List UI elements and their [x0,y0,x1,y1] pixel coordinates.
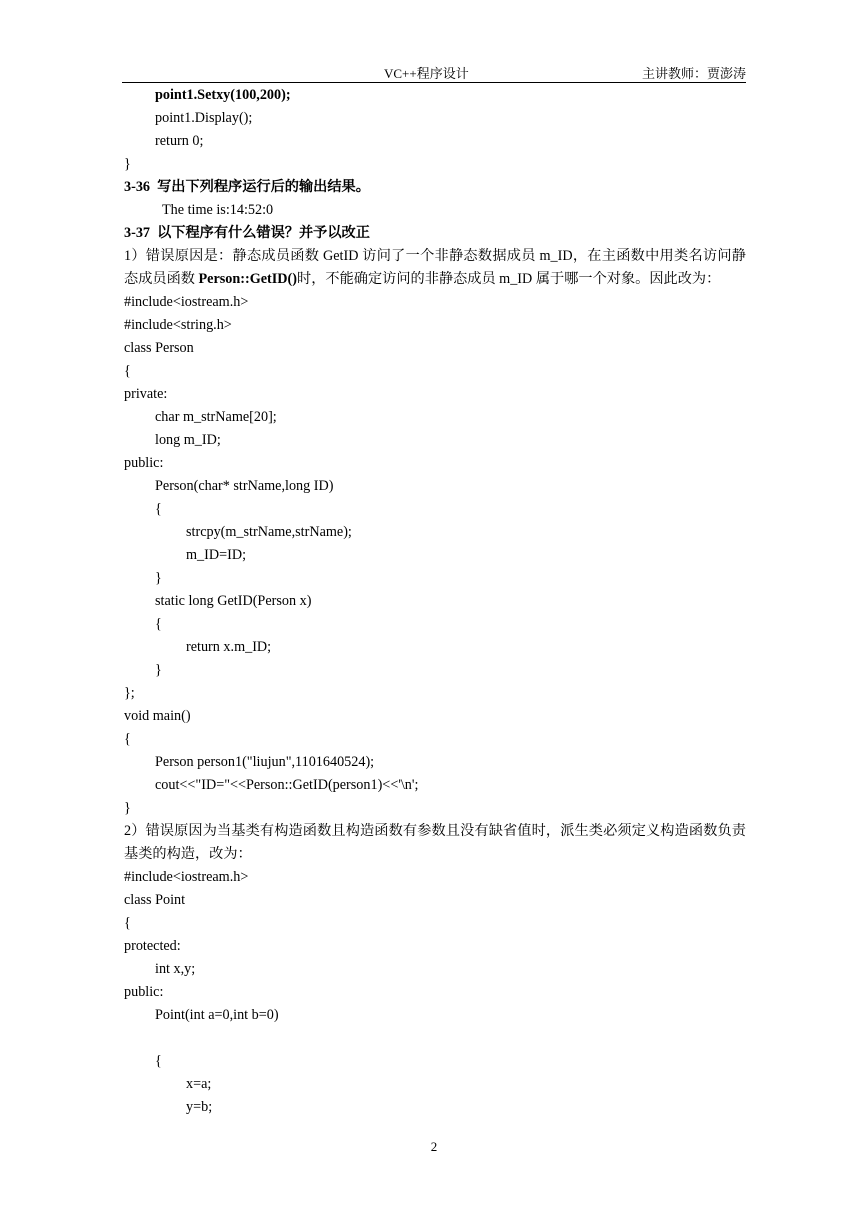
course-title: VC++程序设计 [384,66,469,81]
code-line: point1.Setxy(100,200); [155,87,291,103]
code-line: { [155,1053,162,1069]
explanation-paragraph-2: 2）错误原因为当基类有构造函数且构造函数有参数且没有缺省值时，派生类必须定义构造函数负责基类的构造，改为： [124,823,746,862]
code-line: Person person1("liujun",1101640524); [155,754,375,770]
code-line: return 0; [155,133,204,149]
code-line: y=b; [186,1099,213,1115]
code-line: { [124,731,131,747]
code-line: class Point [124,892,186,908]
code-line: private: [124,386,168,402]
code-line: Person(char* strName,long ID) [155,478,334,494]
code-line: } [155,570,162,586]
paragraph-text: 时，不能确定访问的非静态成员 m_ID 属于哪一个对象。因此改为： [297,271,721,287]
code-line: } [124,800,131,816]
function-reference: Person::GetID() [198,271,297,287]
code-line: { [124,915,131,931]
blank-line [124,1027,746,1050]
code-line: #include<string.h> [124,317,232,333]
code-line: #include<iostream.h> [124,869,249,885]
code-line: cout<<"ID="<<Person::GetID(person1)<<'\n'; [155,777,419,793]
code-line: { [155,501,162,517]
document-body [124,84,746,1119]
paragraph-text: 1）错误原因是：静态成员函数 GetID 访问了一个非静态数据成员 m_ID，在主函数中用类名访问静态成员函数 [124,248,746,287]
code-line: Point(int a=0,int b=0) [155,1007,279,1023]
page-header [122,62,746,83]
code-line: } [155,662,162,678]
teacher-name: 主讲教师：贾澎涛 [641,66,746,81]
code-line: strcpy(m_strName,strName); [186,524,352,540]
code-line: return x.m_ID; [186,639,272,655]
code-line: { [124,363,131,379]
section-heading-3-37: 3-37 以下程序有什么错误？并予以改正 [124,225,370,241]
section-heading-3-36: 3-36 写出下列程序运行后的输出结果。 [124,179,370,195]
explanation-paragraph-1 [124,245,746,291]
code-line: protected: [124,938,181,954]
code-line: x=a; [186,1076,212,1092]
code-line: class Person [124,340,194,356]
code-line: void main() [124,708,191,724]
code-line: char m_strName[20]; [155,409,277,425]
code-line: int x,y; [155,961,196,977]
code-line: point1.Display(); [155,110,253,126]
page-number: 2 [430,1139,438,1154]
code-line: { [155,616,162,632]
code-line: #include<iostream.h> [124,294,249,310]
program-output: The time is:14:52:0 [162,202,274,218]
code-line: long m_ID; [155,432,221,448]
code-line: static long GetID(Person x) [155,593,312,609]
code-line: } [124,156,131,172]
code-line: }; [124,685,135,701]
code-line: public: [124,455,164,471]
code-line: public: [124,984,164,1000]
code-line: m_ID=ID; [186,547,247,563]
